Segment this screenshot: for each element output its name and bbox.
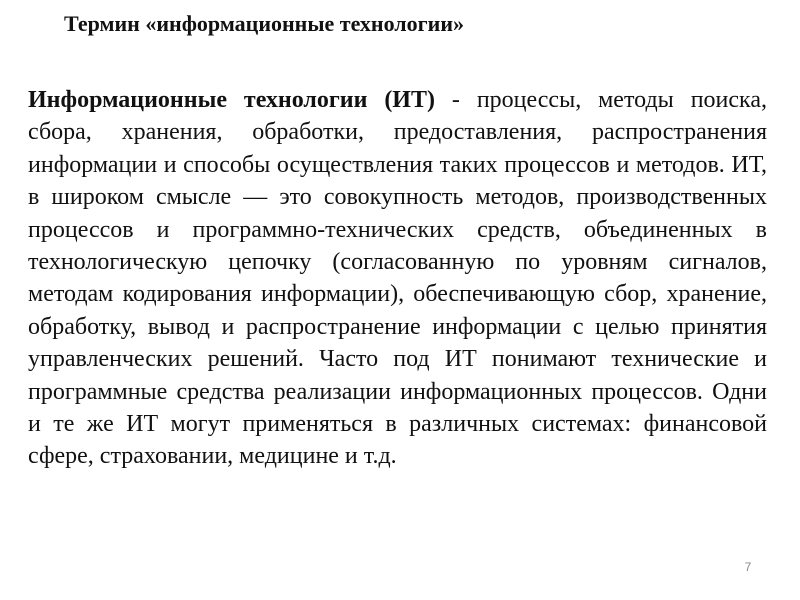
- page-number: 7: [744, 560, 752, 574]
- definition-paragraph: [28, 84, 767, 473]
- slide-title: Термин «информационные технологии»: [64, 11, 464, 36]
- definition-term: Информационные технологии (ИТ): [28, 87, 435, 113]
- definition-text: - процессы, методы поиска, сбора, хранения, обработки, предоставления, распространения информации и способы осуществления таких процессов и методов. ИТ, в широком смысле — это совокупность методов, производственных процессов и программно-технических средств, объединенных в технологическую цепочку (согласованную по уровням сигналов, методам кодирования информации), обеспечивающую сбор, хранение, обработку, вывод и распространение информации с целью принятия управленческих решений. Часто под ИТ понимают технические и программные средства реализации информационных процессов. Одни и те же ИТ могут применяться в различных системах: финансовой сфере, страховании, медицине и т.д.: [28, 87, 767, 470]
